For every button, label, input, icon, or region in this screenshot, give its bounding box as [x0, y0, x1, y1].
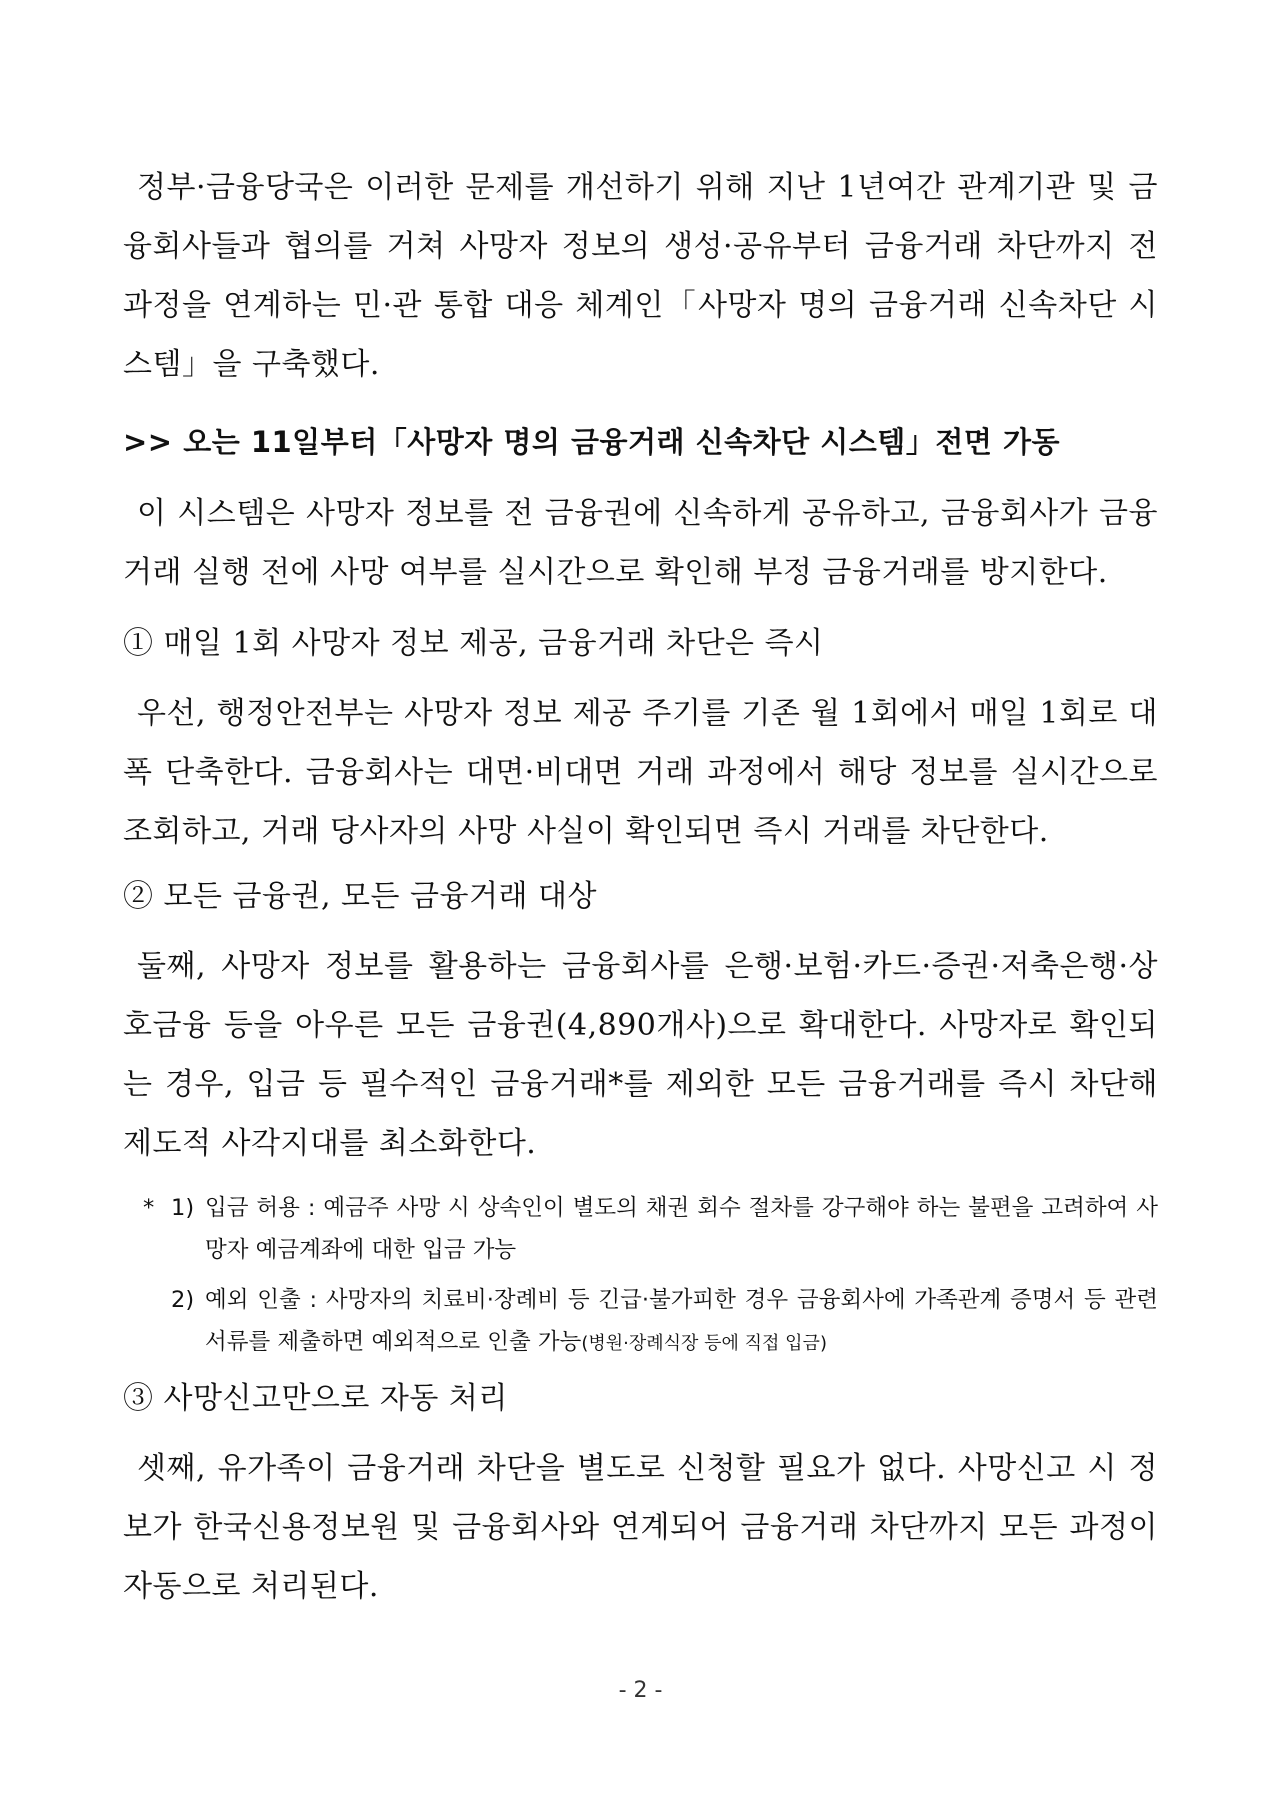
- footnote-block: [123, 1187, 1158, 1365]
- section-heading: >> 오는 11일부터「사망자 명의 금융거래 신속차단 시스템」전면 가동: [123, 425, 1060, 459]
- page-number: - 2 -: [618, 1678, 663, 1703]
- subheading-automatic: ③ 사망신고만으로 자동 처리: [123, 1381, 508, 1416]
- page-content: [123, 158, 1158, 1616]
- paragraph-second: [123, 937, 1158, 1173]
- paragraph-system: [123, 484, 1158, 602]
- footnote-withdrawal: [123, 1279, 1158, 1365]
- subheading-all-sectors: ② 모든 금융권, 모든 금융거래 대상: [123, 879, 597, 914]
- subheading-daily: ① 매일 1회 사망자 정보 제공, 금융거래 차단은 즉시: [123, 626, 824, 661]
- paragraph-system-text: 이 시스템은 사망자 정보를 전 금융권에 신속하게 공유하고, 금융회사가 금융거래 실행 전에 사망 여부를 실시간으로 확인해 부정 금융거래를 방지한다.: [123, 496, 1158, 590]
- footnote-star: *: [143, 1195, 155, 1221]
- paragraph-third: [123, 1439, 1158, 1616]
- footnote-number-2: 2): [171, 1287, 195, 1313]
- footnote-deposit-text: 입금 허용 : 예금주 사망 시 상속인이 별도의 채권 회수 절차를 강구해야 하는 불편을 고려하여 사망자 예금계좌에 대한 입금 가능: [205, 1195, 1158, 1263]
- paragraph-intro: [123, 158, 1158, 394]
- footnote-number-1: 1): [171, 1195, 195, 1221]
- paragraph-intro-text: 정부·금융당국은 이러한 문제를 개선하기 위해 지난 1년여간 관계기관 및 금융회사들과 협의를 거쳐 사망자 정보의 생성·공유부터 금융거래 차단까지 전 과정을 연계하는 민·관 통합 대응 체계인「사망자 명의 금융거래 신속차단 시스템」을 구축했다.: [123, 170, 1158, 382]
- paragraph-third-text: 셋째, 유가족이 금융거래 차단을 별도로 신청할 필요가 없다. 사망신고 시 정보가 한국신용정보원 및 금융회사와 연계되어 금융거래 차단까지 모든 과정이 자동으로 처리된다.: [123, 1451, 1158, 1604]
- footnote-withdrawal-note: (병원·장례식장 등에 직접 입금): [581, 1333, 827, 1354]
- footnote-deposit: [123, 1187, 1158, 1271]
- paragraph-first: [123, 684, 1158, 861]
- footnote-withdrawal-text: 예외 인출 : 사망자의 치료비·장례비 등 긴급·불가피한 경우 금융회사에 가족관계 증명서 등 관련 서류를 제출하면 예외적으로 인출 가능: [205, 1287, 1158, 1355]
- paragraph-second-text: 둘째, 사망자 정보를 활용하는 금융회사를 은행·보험·카드·증권·저축은행·상호금융 등을 아우른 모든 금융권(4,890개사)으로 확대한다. 사망자로 확인되는 경우, 입금 등 필수적인 금융거래*를 제외한 모든 금융거래를 즉시 차단해 제도적 사각지대를 최소화한다.: [123, 949, 1158, 1161]
- paragraph-first-text: 우선, 행정안전부는 사망자 정보 제공 주기를 기존 월 1회에서 매일 1회로 대폭 단축한다. 금융회사는 대면·비대면 거래 과정에서 해당 정보를 실시간으로 조회하고, 거래 당사자의 사망 사실이 확인되면 즉시 거래를 차단한다.: [123, 696, 1158, 849]
